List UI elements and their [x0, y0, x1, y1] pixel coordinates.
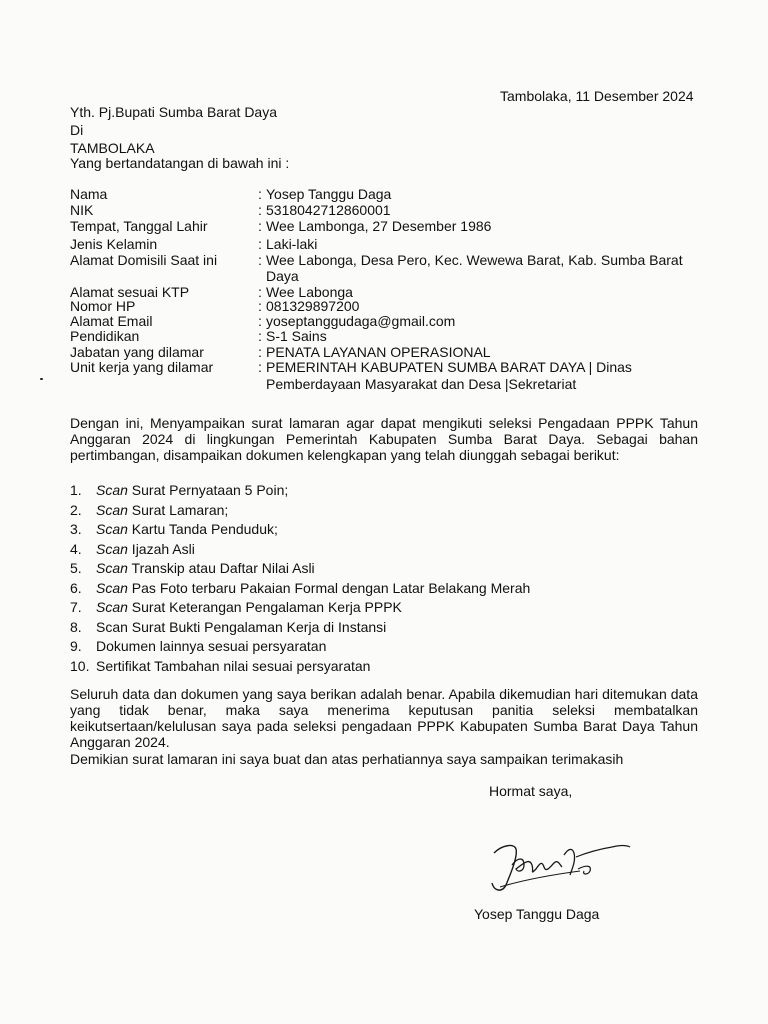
field-value: PEMERINTAH KABUPATEN SUMBA BARAT DAYA | Dinas [266, 359, 632, 375]
list-item: 2. Scan Surat Lamaran; [70, 501, 229, 518]
list-item: 6. Scan Pas Foto terbaru Pakaian Formal dengan Latar Belakang Merah [70, 579, 531, 596]
body-paragraph: Dengan ini, Menyampaikan surat lamaran agar dapat mengikuti seleksi Pengadaan PPPK Tahun Anggaran 2024 di lingkungan Pemerintah Kabupaten Sumba Barat Daya. Sebagai bahan pertimbangan, disampaikan dokumen kelengkapan yang telah diunggah sebagai berikut: [70, 415, 698, 463]
field-value: yoseptanggudaga@gmail.com [266, 313, 456, 329]
field-value: Wee Labonga [266, 284, 353, 300]
recipient-line-2: Di [70, 122, 84, 138]
list-item: 8. Scan Surat Bukti Pengalaman Kerja di Instansi [70, 618, 387, 635]
field-colon: : [258, 344, 262, 360]
field-label: Alamat Domisili Saat ini [70, 252, 218, 268]
intro-line: Yang bertandatangan di bawah ini : [70, 155, 290, 171]
list-item: 9. Dokumen lainnya sesuai persyaratan [70, 638, 327, 654]
closing-line: Demikian surat lamaran ini saya buat dan atas perhatiannya saya sampaikan terimakasih [70, 751, 624, 767]
recipient-line-1: Yth. Pj.Bupati Sumba Barat Daya [70, 104, 277, 120]
field-label: Alamat Email [70, 313, 153, 329]
field-value: Wee Labonga, Desa Pero, Kec. Wewewa Barat, Kab. Sumba Barat [266, 252, 683, 268]
field-label: Nomor HP [70, 298, 136, 314]
field-value: Yosep Tanggu Daga [266, 186, 392, 202]
list-item: 10. Sertifikat Tambahan nilai sesuai persyaratan [70, 657, 371, 674]
field-label: Unit kerja yang dilamar [70, 359, 214, 375]
field-value-continuation: Daya [266, 268, 299, 284]
list-item: 7. Scan Surat Keterangan Pengalaman Kerja PPPK [70, 599, 402, 615]
field-label: Alamat sesuai KTP [70, 284, 190, 300]
field-value: Wee Lambonga, 27 Desember 1986 [266, 218, 492, 234]
list-item: 1. Scan Surat Pernyataan 5 Poin; [70, 482, 289, 498]
field-colon: : [258, 328, 262, 344]
field-colon: : [258, 202, 262, 218]
field-colon: : [258, 313, 262, 329]
list-item: 3. Scan Kartu Tanda Penduduk; [70, 521, 278, 537]
field-label: Pendidikan [70, 328, 140, 344]
field-colon: : [258, 284, 262, 300]
list-item: 5. Scan Transkip atau Daftar Nilai Asli [70, 560, 315, 576]
field-colon: : [258, 252, 262, 268]
signer-name: Yosep Tanggu Daga [474, 906, 600, 922]
field-value: Laki-laki [266, 236, 318, 252]
scan-speck [40, 378, 43, 380]
field-label: NIK [70, 202, 94, 218]
recipient-line-3: TAMBOLAKA [70, 140, 155, 156]
document-list [70, 482, 530, 677]
field-value: 5318042712860001 [266, 202, 391, 218]
field-colon: : [258, 298, 262, 314]
field-value: PENATA LAYANAN OPERASIONAL [266, 344, 491, 360]
closing-paragraph: Seluruh data dan dokumen yang saya berikan adalah benar. Apabila dikemudian hari ditemukan data yang tidak benar, maka saya menerima keputusan panitia seleksi membatalkan keikutsertaan/kelulusan saya pada seleksi pengadaan PPPK Kabupaten Sumba Barat Daya Tahun Anggaran 2024. [70, 686, 698, 750]
field-value: 081329897200 [266, 298, 360, 314]
salutation: Hormat saya, [489, 783, 573, 799]
field-colon: : [258, 186, 262, 202]
field-colon: : [258, 359, 262, 375]
field-value: S-1 Sains [266, 328, 327, 344]
signature-image [480, 835, 640, 905]
field-label: Jenis Kelamin [70, 236, 158, 252]
field-label: Tempat, Tanggal Lahir [70, 218, 208, 234]
list-item: 4. Scan Ijazah Asli [70, 540, 195, 557]
field-colon: : [258, 236, 262, 252]
field-colon: : [258, 218, 262, 234]
field-value-continuation: Pemberdayaan Masyarakat dan Desa |Sekretariat [266, 376, 577, 392]
field-label: Jabatan yang dilamar [70, 344, 204, 360]
place-date: Tambolaka, 11 Desember 2024 [500, 88, 694, 104]
field-label: Nama [70, 186, 108, 202]
